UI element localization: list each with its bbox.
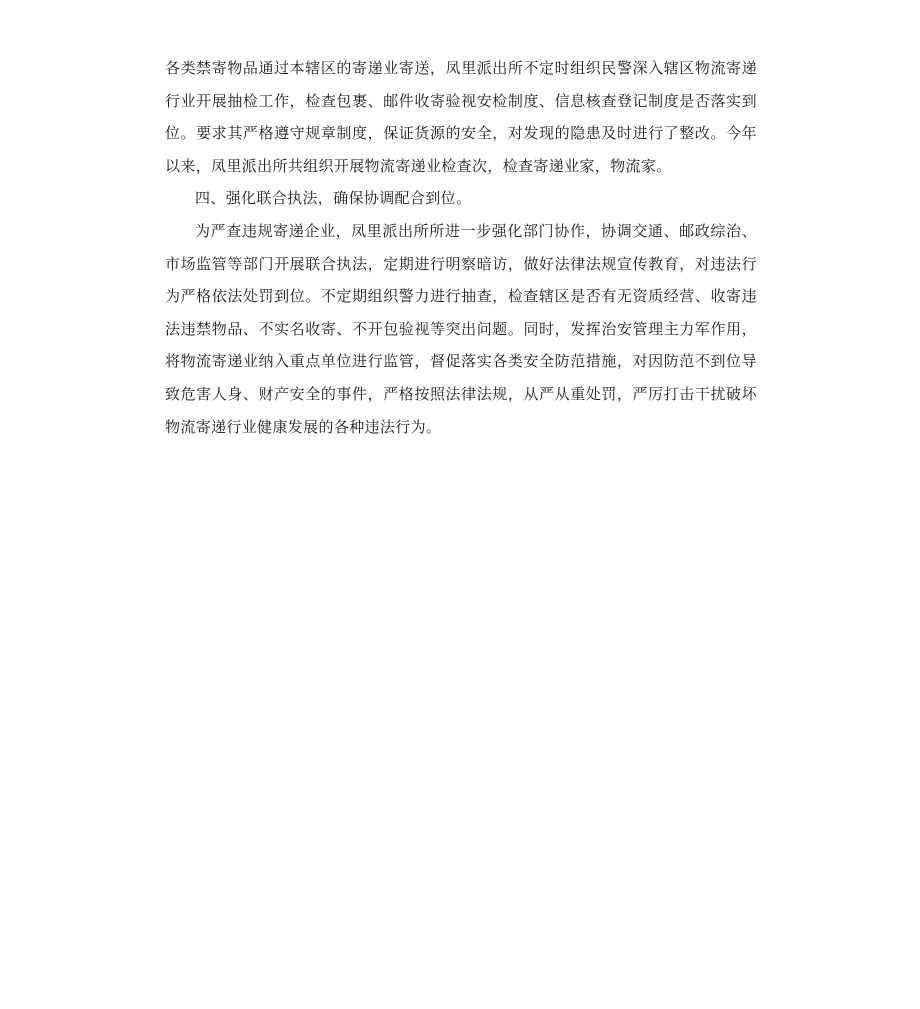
- paragraph-continued: 各类禁寄物品通过本辖区的寄递业寄送，凤里派出所不定时组织民警深入辖区物流寄递行业开展抽检工作，检查包裹、邮件收寄验视安检制度、信息核查登记制度是否落实到位。要求其严格遵守规章制度，保证货源的安全，对发现的隐患及时进行了整改。今年以来，凤里派出所共组织开展物流寄递业检查次，检查寄递业家，物流家。: [165, 59, 757, 175]
- paragraph-body: 为严查违规寄递企业，凤里派出所所进一步强化部门协作，协调交通、邮政综治、市场监管等部门开展联合执法，定期进行明察暗访，做好法律法规宣传教育，对违法行为严格依法处罚到位。不定期组织警力进行抽查，检查辖区是否有无资质经营、收寄违法违禁物品、不实名收寄、不开包验视等突出问题。同时，发挥治安管理主力军作用，将物流寄递业纳入重点单位进行监管，督促落实各类安全防范措施，对因防范不到位导致危害人身、财产安全的事件，严格按照法律法规，从严从重处罚，严厉打击干扰破坏物流寄递行业健康发展的各种违法行为。: [165, 221, 757, 436]
- document-page: [165, 52, 757, 443]
- section-heading: 四、强化联合执法，确保协调配合到位。: [195, 189, 472, 208]
